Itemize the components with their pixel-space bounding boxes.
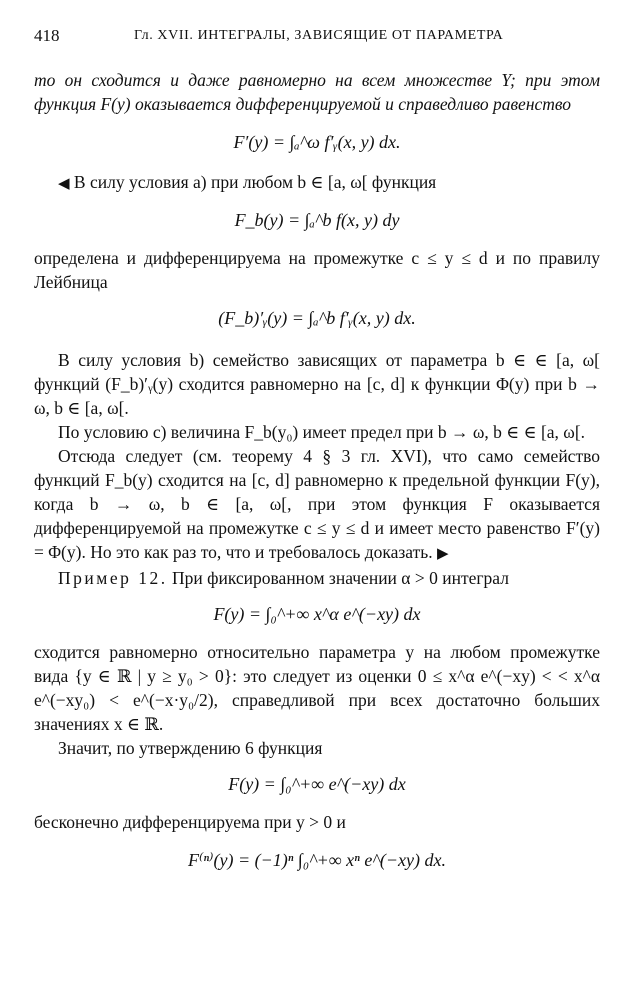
formula-exponential-integral: F(y) = ∫₀^+∞ e^(−xy) dx: [228, 774, 406, 794]
proof-paragraph-4: По условию c) величина F_b(y₀) имеет предел при b → ω, b ∈ ∈ [a, ω[.: [58, 422, 586, 442]
formula-derivative: F′(y) = ∫ₐ^ω f′ᵧ(x, y) dx.: [233, 132, 401, 152]
example-paragraph-4: бесконечно дифференцируема при y > 0 и: [34, 812, 346, 832]
proof-text-5: Отсюда следует (см. теорему 4 § 3 гл. XVI), что само семейство функций F_b(y) сходится на [c, d] равномерно к предельной функции F(y), когда b → ω, b ∈ [a, ω[, при этом функция F оказывается дифференцируемой на промежутке c ≤ y ≤ d и имеет место равенство F′(y) = Φ(y). Но это как раз то, что и требовалось доказать.: [34, 446, 600, 562]
page-body: [34, 68, 600, 872]
example-text: При фиксированном значении α > 0 интеграл: [171, 568, 509, 588]
formula-nth-derivative: F⁽ⁿ⁾(y) = (−1)ⁿ ∫₀^+∞ xⁿ e^(−xy) dx.: [187, 850, 447, 870]
page-number: 418: [34, 26, 60, 45]
formula-leibniz: (F_b)′ᵧ(y) = ∫ₐ^b f′ᵧ(x, y) dx.: [218, 308, 416, 328]
proof-paragraph-3: В силу условия b) семейство зависящих от параметра b ∈ ∈ [a, ω[ функций (F_b)′ᵧ(y) сходится равномерно на [c, d] к функции Φ(y) при b → ω, b ∈ [a, ω[.: [34, 350, 600, 418]
proof-paragraph-1: [34, 170, 600, 196]
formula-fb: F_b(y) = ∫ₐ^b f(x, y) dy: [234, 210, 400, 230]
proof-paragraph-5: [34, 444, 600, 566]
example-label: Пример 12.: [58, 568, 168, 588]
proof-end-marker: ▶: [437, 546, 449, 562]
formula-example-integral: F(y) = ∫₀^+∞ x^α e^(−xy) dx: [213, 604, 421, 624]
proof-start-marker: ◀: [58, 176, 70, 192]
example-paragraph-3: Значит, по утверждению 6 функция: [58, 738, 323, 758]
example-paragraph-2: сходится равномерно относительно параметра y на любом промежутке вида {y ∈ ℝ | y ≥ y₀ > 0}: это следует из оценки 0 ≤ x^α e^(−xy) < < x^α e^(−xy₀) < e^(−x·y₀/2), справедливой при всех достаточно больших значениях x ∈ ℝ.: [34, 642, 600, 734]
running-title: Гл. XVII. ИНТЕГРАЛЫ, ЗАВИСЯЩИЕ ОТ ПАРАМЕТРА: [134, 28, 504, 43]
proof-text-1: В силу условия a) при любом b ∈ [a, ω[ функция: [73, 172, 437, 192]
page-header: [34, 26, 600, 50]
proof-paragraph-2: определена и дифференцируема на промежутке c ≤ y ≤ d и по правилу Лейбница: [34, 248, 600, 292]
theorem-continuation: то он сходится и даже равномерно на всем множестве Y; при этом функция F(y) оказывается дифференцируемой и справедливо равенство: [34, 70, 600, 114]
example-paragraph: [34, 566, 600, 590]
